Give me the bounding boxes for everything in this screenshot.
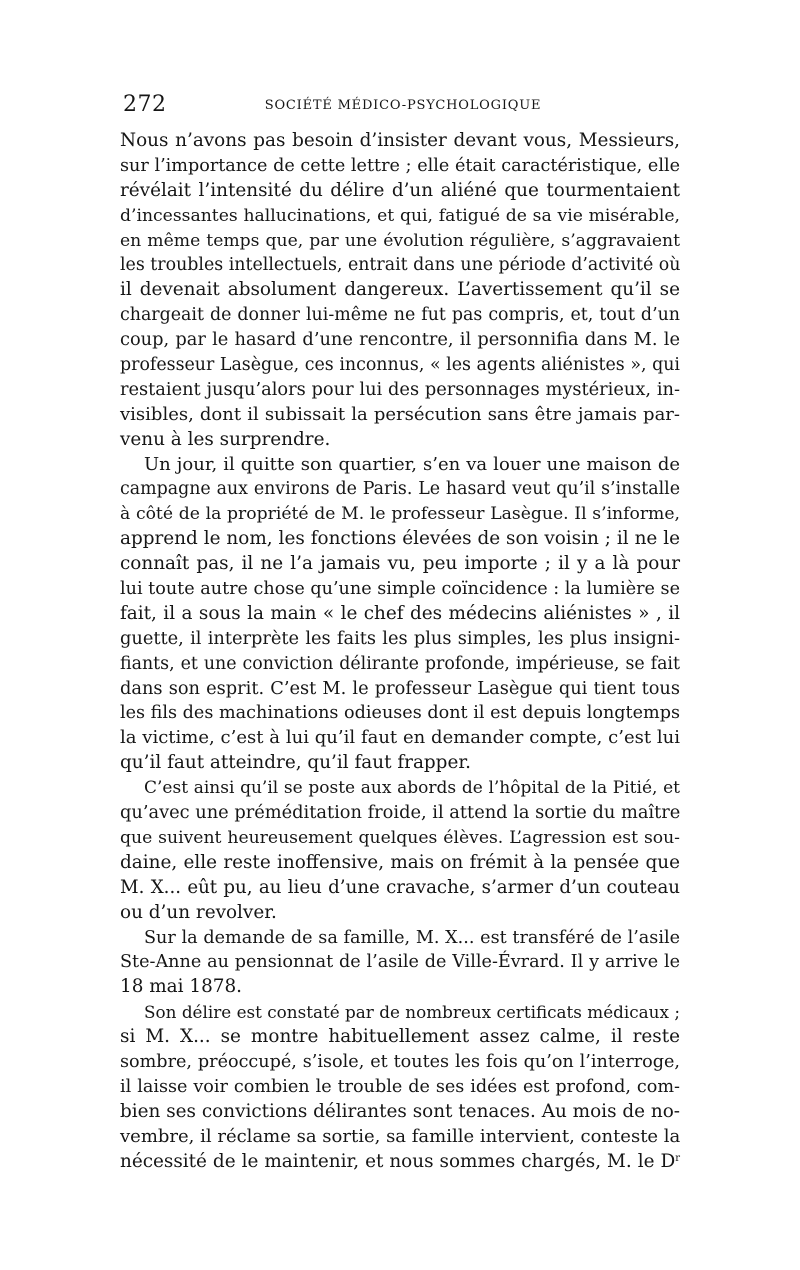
page-body <box>120 129 680 1174</box>
text-line: les troubles intellectuels, entrait dans une période d’activité où <box>120 255 681 276</box>
text-line: professeur Lasègue, ces inconnus, « les agents aliénistes », qui <box>120 355 680 376</box>
text-line: sur l’importance de cette lettre ; elle était caractéristique, elle <box>120 155 680 176</box>
text-line: 18 mai 1878. <box>120 976 243 998</box>
text-line: Nous n’avons pas besoin d’insister devant vous, Messieurs, <box>120 130 680 151</box>
text-line: guette, il interprète les faits les plus simples, les plus insigni- <box>120 627 680 649</box>
text-line: Un jour, il quitte son quartier, s’en va louer une maison de <box>144 453 680 475</box>
text-line: fiants, et une conviction délirante profonde, impérieuse, se fait <box>120 653 680 674</box>
text-line: visibles, dont il subissait la persécution sans être jamais par- <box>120 403 680 425</box>
text-line: les fils des machinations odieuses dont il est depuis longtemps <box>120 703 680 724</box>
text-line: que suivent heureusement quelques élèves. L’agression est sou- <box>120 827 680 848</box>
text-line: lui toute autre chose qu’une simple coïncidence : la lumière se <box>120 579 680 600</box>
text-line: à côté de la propriété de M. le professeur Lasègue. Il s’informe, <box>120 504 680 525</box>
text-line: ou d’un revolver. <box>120 901 277 923</box>
doctor-abbrev-superscript: r <box>675 1152 680 1164</box>
page-number: 272 <box>123 92 167 117</box>
text-line: C’est ainsi qu’il se poste aux abords de l’hôpital de la Pitié, et <box>144 778 680 799</box>
text-line: restaient jusqu’alors pour lui des personnages mystérieux, in- <box>120 378 680 400</box>
text-line: Sur la demande de sa famille, M. X... est transféré de l’asile <box>144 927 680 948</box>
text-line: bien ses convictions délirantes sont tenaces. Au mois de no- <box>120 1100 680 1122</box>
text-line: apprend le nom, les fonctions élevées de son voisin ; il ne le <box>120 528 680 550</box>
text-line-final-text: nécessité de le maintenir, et nous sommes chargés, M. le D <box>120 1150 676 1172</box>
text-line: connaît pas, il ne l’a jamais vu, peu importe ; il y a là pour <box>120 553 680 575</box>
text-line: coup, par le hasard d’une rencontre, il personnifia dans M. le <box>120 329 680 351</box>
text-line: chargeait de donner lui-même ne fut pas compris, et, tout d’un <box>120 305 680 326</box>
text-line: révélait l’intensité du délire d’un aliéné que tourmentaient <box>120 179 680 201</box>
text-line: sombre, préoccupé, s’isole, et toutes les fois qu’on l’interroge, <box>120 1051 680 1072</box>
text-line: dans son esprit. C’est M. le professeur Lasègue qui tient tous <box>120 677 680 699</box>
text-line: vembre, il réclame sa sortie, sa famille intervient, conteste la <box>120 1125 681 1147</box>
text-line: fait, il a sous la main « le chef des médecins aliénistes » , il <box>120 602 680 624</box>
text-line: venu à les surprendre. <box>120 428 331 450</box>
text-line: d’incessantes hallucinations, et qui, fatigué de sa vie misérable, <box>120 205 680 226</box>
text-line: campagne aux environs de Paris. Le hasard veut qu’il s’installe <box>120 479 680 500</box>
text-line: il laisse voir combien le trouble de ses idées est profond, com- <box>120 1076 680 1097</box>
text-line: Ste-Anne au pensionnat de l’asile de Ville-Évrard. Il y arrive le <box>120 952 680 973</box>
text-line: qu’avec une préméditation froide, il attend la sortie du maître <box>120 802 681 824</box>
text-line: il devenait absolument dangereux. L’avertissement qu’il se <box>120 279 680 301</box>
text-line: M. X... eût pu, au lieu d’une cravache, s’armer d’un couteau <box>120 876 680 898</box>
text-line: en même temps que, par une évolution régulière, s’aggravaient <box>120 230 680 251</box>
page-header <box>123 92 683 122</box>
running-title: SOCIÉTÉ MÉDICO-PSYCHOLOGIQUE <box>264 98 542 113</box>
text-line: la victime, c’est à lui qu’il faut en demander compte, c’est lui <box>120 727 680 749</box>
text-line: si M. X... se montre habituellement assez calme, il reste <box>120 1026 680 1048</box>
text-line: qu’il faut atteindre, qu’il faut frapper. <box>120 752 471 774</box>
text-line: Son délire est constaté par de nombreux certificats médicaux ; <box>144 1002 680 1023</box>
text-line: daine, elle reste inoffensive, mais on frémit à la pensée que <box>120 851 680 873</box>
text-line-final <box>120 1150 680 1175</box>
